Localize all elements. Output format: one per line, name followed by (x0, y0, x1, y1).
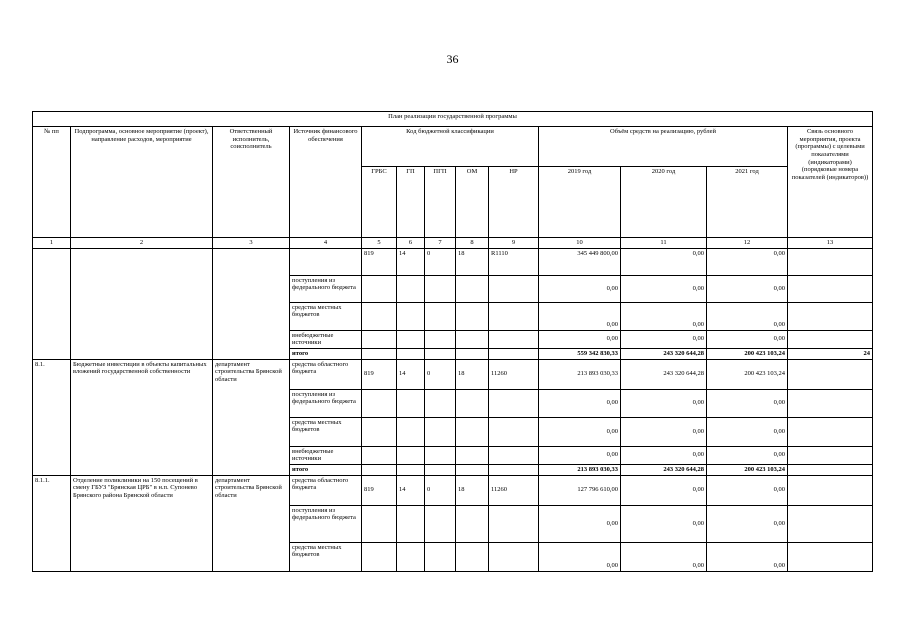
cell-pgp: 0 (425, 359, 456, 389)
cell-executor: департамент строительства Брянской области (213, 475, 290, 571)
header-executor: Ответственный исполнитель, соисполнитель (213, 127, 290, 238)
cell-np: 11260 (489, 359, 539, 389)
cell-2019: 0,00 (539, 302, 621, 330)
cell-2019: 213 893 030,33 (539, 359, 621, 389)
column-number-row (33, 238, 873, 249)
header-pgp: ПГП (425, 167, 456, 238)
cell-2021: 200 423 103,24 (707, 359, 788, 389)
column-number: 9 (489, 238, 539, 249)
column-number: 3 (213, 238, 290, 249)
table-row (33, 359, 873, 389)
cell-2020: 0,00 (621, 248, 707, 275)
column-number: 4 (290, 238, 362, 249)
column-number: 6 (397, 238, 425, 249)
cell-num: 8.1.1. (33, 475, 71, 571)
table-title: План реализации государственной программы (33, 112, 873, 127)
cell-2019: 0,00 (539, 330, 621, 348)
cell-gp: 14 (397, 248, 425, 275)
cell-2021: 0,00 (707, 475, 788, 505)
cell-link (788, 248, 873, 275)
cell-om: 18 (456, 475, 489, 505)
cell-2021: 0,00 (707, 302, 788, 330)
column-number: 2 (71, 238, 213, 249)
cell-empty (71, 248, 213, 359)
cell-2021: 0,00 (707, 330, 788, 348)
header-2020: 2020 год (621, 167, 707, 238)
header-subprogram: Подпрограмма, основное мероприятие (проект), направление расходов, мероприятие (71, 127, 213, 238)
cell-2021: 0,00 (707, 275, 788, 302)
header-2021: 2021 год (707, 167, 788, 238)
cell-name: Бюджетные инвестиции в объекты капитальных вложений государственной собственности (71, 359, 213, 475)
cell-source: поступления из федерального бюджета (290, 275, 362, 302)
cell-2020: 0,00 (621, 330, 707, 348)
header-volume: Объём средств на реализацию, рублей (539, 127, 788, 167)
cell-gp: 14 (397, 359, 425, 389)
cell-source: средства местных бюджетов (290, 302, 362, 330)
cell-om: 18 (456, 248, 489, 275)
cell-source: средства областного бюджета (290, 475, 362, 505)
column-number: 8 (456, 238, 489, 249)
cell-source (290, 248, 362, 275)
cell-name: Отделение поликлиники на 150 посещений в смену ГБУЗ "Брянская ЦРБ" в н.п. Супонево Брянского района Брянской области (71, 475, 213, 571)
cell-2021: 0,00 (707, 248, 788, 275)
cell-link (788, 359, 873, 389)
column-number: 10 (539, 238, 621, 249)
cell-source: средства областного бюджета (290, 359, 362, 389)
cell-2019: 0,00 (539, 542, 621, 571)
column-number: 5 (362, 238, 397, 249)
cell-source: поступления из федерального бюджета (290, 505, 362, 542)
cell-2019: 559 342 830,33 (539, 348, 621, 359)
cell-np: R1110 (489, 248, 539, 275)
cell-2020: 0,00 (621, 542, 707, 571)
cell-pgp: 0 (425, 248, 456, 275)
cell-2020: 0,00 (621, 389, 707, 417)
cell-2020: 243 320 644,28 (621, 348, 707, 359)
cell-link: 24 (788, 348, 873, 359)
cell-2020: 0,00 (621, 302, 707, 330)
cell-2019: 0,00 (539, 505, 621, 542)
cell-om: 18 (456, 359, 489, 389)
cell-source: средства местных бюджетов (290, 417, 362, 446)
cell-empty (33, 248, 71, 359)
table-title-row (33, 112, 873, 127)
header-om: ОМ (456, 167, 489, 238)
cell-2020: 243 320 644,28 (621, 464, 707, 475)
header-np: НР (489, 167, 539, 238)
header-row-1 (33, 127, 873, 167)
cell-gp: 14 (397, 475, 425, 505)
column-number: 11 (621, 238, 707, 249)
column-number: 12 (707, 238, 788, 249)
cell-2021: 0,00 (707, 446, 788, 464)
cell-empty (213, 248, 290, 359)
cell-2021: 0,00 (707, 389, 788, 417)
table-row (33, 475, 873, 505)
column-number: 13 (788, 238, 873, 249)
cell-2020: 0,00 (621, 475, 707, 505)
cell-2021: 0,00 (707, 417, 788, 446)
cell-2019: 0,00 (539, 275, 621, 302)
header-budget-code: Код бюджетной классификации (362, 127, 539, 167)
cell-source: поступления из федерального бюджета (290, 389, 362, 417)
cell-grbs: 819 (362, 359, 397, 389)
cell-grbs: 819 (362, 475, 397, 505)
header-2019: 2019 год (539, 167, 621, 238)
cell-2020: 0,00 (621, 417, 707, 446)
cell-source: внебюджетные источники (290, 446, 362, 464)
cell-2020: 0,00 (621, 446, 707, 464)
header-link: Связь основного мероприятия, проекта (программы) с целевыми показателями (индикаторами) (порядковые номера показателей (индикаторов)) (788, 127, 873, 238)
cell-2021: 0,00 (707, 542, 788, 571)
page-number: 36 (446, 52, 459, 66)
cell-num: 8.1. (33, 359, 71, 475)
cell-2020: 243 320 644,28 (621, 359, 707, 389)
header-gp: ГП (397, 167, 425, 238)
cell-2019: 127 796 610,00 (539, 475, 621, 505)
cell-2021: 0,00 (707, 505, 788, 542)
cell-executor: департамент строительства Брянской области (213, 359, 290, 475)
column-number: 1 (33, 238, 71, 249)
cell-2020: 0,00 (621, 275, 707, 302)
plan-table (32, 111, 873, 572)
cell-source: итого (290, 348, 362, 359)
header-num: № пп (33, 127, 71, 238)
table-row (33, 248, 873, 275)
header-grbs: ГРБС (362, 167, 397, 238)
cell-2019: 0,00 (539, 446, 621, 464)
cell-source: внебюджетные источники (290, 330, 362, 348)
cell-link (788, 475, 873, 505)
cell-grbs: 819 (362, 248, 397, 275)
cell-2019: 0,00 (539, 389, 621, 417)
cell-2019: 345 449 800,00 (539, 248, 621, 275)
cell-pgp: 0 (425, 475, 456, 505)
column-number: 7 (425, 238, 456, 249)
cell-2019: 213 893 030,33 (539, 464, 621, 475)
cell-2021: 200 423 103,24 (707, 464, 788, 475)
cell-source: средства местных бюджетов (290, 542, 362, 571)
cell-2020: 0,00 (621, 505, 707, 542)
cell-np: 11260 (489, 475, 539, 505)
cell-2021: 200 423 103,24 (707, 348, 788, 359)
cell-2019: 0,00 (539, 417, 621, 446)
header-source: Источник финансового обеспечения (290, 127, 362, 238)
cell-source: итого (290, 464, 362, 475)
